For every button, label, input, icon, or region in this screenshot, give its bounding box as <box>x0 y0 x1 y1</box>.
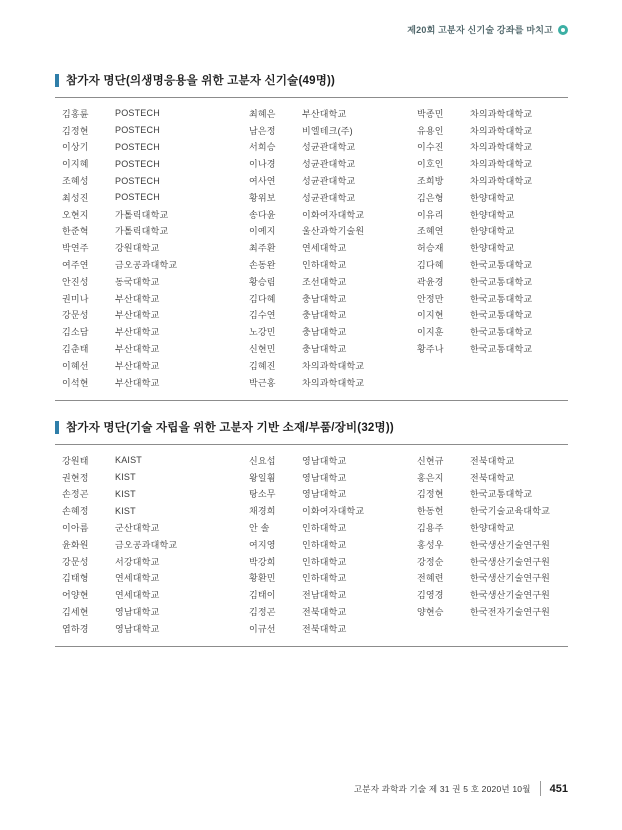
participant-name: 김정현 <box>62 125 89 136</box>
participant-name: 이상기 <box>62 142 89 153</box>
participant-name: 엽하경 <box>62 623 89 634</box>
participant-affiliation: 충남대학교 <box>302 293 347 304</box>
participant-row <box>55 603 242 620</box>
participant-name: 김홍륜 <box>62 108 89 119</box>
participant-name: 박연주 <box>62 243 89 254</box>
participant-row <box>242 553 410 570</box>
participant-name: 이예지 <box>249 226 276 237</box>
participant-affiliation: 가톨릭대학교 <box>115 226 169 237</box>
participant-affiliation: 충남대학교 <box>302 344 347 355</box>
participant-affiliation: 한국생산기술연구원 <box>470 590 551 601</box>
participant-row <box>242 502 410 519</box>
participant-name: 손동완 <box>249 260 276 271</box>
participant-affiliation: 영남대학교 <box>302 455 347 466</box>
participant-name: 황위보 <box>249 192 276 203</box>
participant-name: 이지현 <box>417 310 444 321</box>
participant-affiliation: 인하대학교 <box>302 573 347 584</box>
participant-column <box>410 105 568 357</box>
participant-row <box>410 603 568 620</box>
journal-issue-line: 고분자 과학과 기술 제 31 권 5 호 2020년 10월 <box>353 783 531 794</box>
participant-affiliation: 한국생산기술연구원 <box>470 556 551 567</box>
participant-row <box>242 155 410 172</box>
section-title-row <box>55 72 568 88</box>
participant-name: 어양현 <box>62 590 89 601</box>
section-accent-bar <box>55 74 59 87</box>
participant-name: 신현민 <box>249 344 276 355</box>
participant-name: 김태이 <box>249 590 276 601</box>
participant-name: 강문성 <box>62 310 89 321</box>
participant-name: 이유리 <box>417 209 444 220</box>
participant-row <box>410 469 568 486</box>
participant-affiliation: 충남대학교 <box>302 327 347 338</box>
participant-row <box>410 519 568 536</box>
participant-name: 이나경 <box>249 159 276 170</box>
participant-row <box>242 536 410 553</box>
participant-affiliation: KIST <box>115 505 136 516</box>
participant-affiliation: 군산대학교 <box>115 523 160 534</box>
participant-row <box>55 323 242 340</box>
participant-row <box>242 256 410 273</box>
participant-name: 이아름 <box>62 523 89 534</box>
participant-column <box>55 452 242 637</box>
participant-name: 박근홍 <box>249 377 276 388</box>
participant-name: 황환민 <box>249 573 276 584</box>
participant-affiliation: POSTECH <box>115 158 160 169</box>
participant-affiliation: 한국생산기술연구원 <box>470 573 551 584</box>
participant-name: 김영경 <box>417 590 444 601</box>
participant-name: 홍은지 <box>417 472 444 483</box>
participant-affiliation: 연세대학교 <box>115 573 160 584</box>
participant-name: 손혜정 <box>62 506 89 517</box>
participant-row <box>410 122 568 139</box>
participant-row <box>410 223 568 240</box>
participant-affiliation: 충남대학교 <box>302 310 347 321</box>
participant-affiliation: 한양대학교 <box>470 523 515 534</box>
participant-affiliation: 한국전자기술연구원 <box>470 607 551 618</box>
participant-name: 김정곤 <box>249 607 276 618</box>
participant-affiliation: 부산대학교 <box>302 108 347 119</box>
participant-name: 서희승 <box>249 142 276 153</box>
participant-name: 황주나 <box>417 344 444 355</box>
participant-affiliation: 인하대학교 <box>302 556 347 567</box>
participant-row <box>55 206 242 223</box>
participant-name: 김소담 <box>62 327 89 338</box>
page-number: 451 <box>549 782 568 795</box>
participant-row <box>410 452 568 469</box>
section-title: 참가자 명단(의생명응용을 위한 고분자 신기술(49명)) <box>66 75 336 87</box>
participant-affiliation: 차의과학대학교 <box>470 142 533 153</box>
participant-row <box>242 357 410 374</box>
participant-affiliation: 한양대학교 <box>470 243 515 254</box>
participant-name: 권현정 <box>62 472 89 483</box>
page-footer <box>354 781 568 796</box>
footer-divider <box>540 781 541 796</box>
participant-name: 김정현 <box>417 489 444 500</box>
participant-name: 조희방 <box>417 176 444 187</box>
participant-row <box>55 155 242 172</box>
participant-affiliation: 부산대학교 <box>115 377 160 388</box>
participant-name: 안 솔 <box>249 523 270 534</box>
section-accent-bar <box>55 421 59 434</box>
participant-row <box>55 139 242 156</box>
participant-row <box>55 536 242 553</box>
participant-affiliation: 차의과학대학교 <box>470 125 533 136</box>
participant-name: 안진성 <box>62 276 89 287</box>
participant-row <box>242 570 410 587</box>
participant-affiliation: 강원대학교 <box>115 243 160 254</box>
participant-affiliation: 부산대학교 <box>115 310 160 321</box>
participant-row <box>55 172 242 189</box>
participant-affiliation: 부산대학교 <box>115 360 160 371</box>
participant-row <box>55 307 242 324</box>
participant-row <box>55 340 242 357</box>
participant-name: 여사연 <box>249 176 276 187</box>
participant-row <box>410 502 568 519</box>
participant-row <box>242 469 410 486</box>
participant-affiliation: 성균관대학교 <box>302 159 356 170</box>
participant-row <box>55 105 242 122</box>
participant-name: 여주연 <box>62 260 89 271</box>
participant-row <box>242 603 410 620</box>
participant-row <box>55 553 242 570</box>
participant-affiliation: 성균관대학교 <box>302 192 356 203</box>
participant-affiliation: 서강대학교 <box>115 556 160 567</box>
participant-affiliation: 금오공과대학교 <box>115 260 178 271</box>
participant-affiliation: 차의과학대학교 <box>470 159 533 170</box>
participant-affiliation: 차의과학대학교 <box>302 360 365 371</box>
participant-affiliation: 한국교통대학교 <box>470 327 533 338</box>
participant-affiliation: 부산대학교 <box>115 293 160 304</box>
participant-name: 권미나 <box>62 293 89 304</box>
participant-row <box>410 553 568 570</box>
participant-affiliation: 인하대학교 <box>302 523 347 534</box>
section-participants-2 <box>55 419 568 647</box>
participant-affiliation: POSTECH <box>115 125 160 136</box>
participant-row <box>410 105 568 122</box>
participant-name: 최주환 <box>249 243 276 254</box>
participant-row <box>55 122 242 139</box>
participant-affiliation: 조선대학교 <box>302 276 347 287</box>
participant-name: 유용인 <box>417 125 444 136</box>
participant-row <box>242 307 410 324</box>
participant-name: 김은형 <box>417 192 444 203</box>
participant-name: 노강민 <box>249 327 276 338</box>
participant-row <box>410 323 568 340</box>
participant-row <box>242 273 410 290</box>
participant-name: 신현규 <box>417 455 444 466</box>
participant-name: 조혜성 <box>62 176 89 187</box>
participant-affiliation: KIST <box>115 488 136 499</box>
participant-affiliation: 차의과학대학교 <box>470 176 533 187</box>
participant-affiliation: 한국교통대학교 <box>470 293 533 304</box>
participant-name: 윤화원 <box>62 539 89 550</box>
participant-affiliation: 한양대학교 <box>470 209 515 220</box>
participant-name: 강원태 <box>62 455 89 466</box>
participant-row <box>410 340 568 357</box>
participant-name: 여지영 <box>249 539 276 550</box>
participant-affiliation: 영남대학교 <box>302 489 347 500</box>
participant-name: 강문성 <box>62 556 89 567</box>
participant-affiliation: 영남대학교 <box>302 472 347 483</box>
participant-affiliation: 한국교통대학교 <box>470 310 533 321</box>
participant-affiliation: 울산과학기술원 <box>302 226 365 237</box>
participant-affiliation: 성균관대학교 <box>302 142 356 153</box>
participant-column <box>55 105 242 391</box>
participant-row <box>242 586 410 603</box>
participant-affiliation: 연세대학교 <box>115 590 160 601</box>
participant-name: 최성진 <box>62 192 89 203</box>
participant-row <box>55 223 242 240</box>
participant-name: 김다혜 <box>417 260 444 271</box>
participant-name: 이지혜 <box>62 159 89 170</box>
participant-name: 이혜선 <box>62 360 89 371</box>
participant-row <box>410 570 568 587</box>
participant-name: 전혜련 <box>417 573 444 584</box>
participant-affiliation: 가톨릭대학교 <box>115 209 169 220</box>
participant-row <box>410 189 568 206</box>
participant-name: 조혜연 <box>417 226 444 237</box>
participant-row <box>242 519 410 536</box>
participant-row <box>242 323 410 340</box>
participant-name: 채경희 <box>249 506 276 517</box>
participant-name: 이지훈 <box>417 327 444 338</box>
participant-affiliation: 전남대학교 <box>302 590 347 601</box>
participant-name: 이규선 <box>249 623 276 634</box>
participant-affiliation: 전북대학교 <box>302 607 347 618</box>
participant-name: 탕소무 <box>249 489 276 500</box>
participant-name: 김다혜 <box>249 293 276 304</box>
participant-row <box>410 536 568 553</box>
participant-row <box>410 139 568 156</box>
participant-row <box>410 273 568 290</box>
participant-name: 오현지 <box>62 209 89 220</box>
participant-affiliation: 영남대학교 <box>115 607 160 618</box>
participant-affiliation: 인하대학교 <box>302 539 347 550</box>
participant-name: 왕일훰 <box>249 472 276 483</box>
participant-name: 강정순 <box>417 556 444 567</box>
participant-name: 이호인 <box>417 159 444 170</box>
participant-name: 곽윤경 <box>417 276 444 287</box>
participant-table <box>55 444 568 647</box>
participant-row <box>55 374 242 391</box>
participant-row <box>410 256 568 273</box>
participant-name: 허승재 <box>417 243 444 254</box>
participant-row <box>410 307 568 324</box>
participant-row <box>410 155 568 172</box>
participant-affiliation: 금오공과대학교 <box>115 539 178 550</box>
participant-name: 양현승 <box>417 607 444 618</box>
participant-row <box>242 105 410 122</box>
participant-row <box>55 486 242 503</box>
participant-name: 송다윤 <box>249 209 276 220</box>
participant-row <box>242 374 410 391</box>
participant-affiliation: POSTECH <box>115 175 160 186</box>
participant-row <box>242 206 410 223</box>
participant-affiliation: 인하대학교 <box>302 260 347 271</box>
participant-affiliation: 영남대학교 <box>115 623 160 634</box>
running-header <box>407 23 568 36</box>
participant-name: 김태형 <box>62 573 89 584</box>
participant-affiliation: 부산대학교 <box>115 327 160 338</box>
participant-row <box>242 290 410 307</box>
participant-name: 김용주 <box>417 523 444 534</box>
participant-name: 한준혁 <box>62 226 89 237</box>
participant-row <box>55 239 242 256</box>
participant-name: 남은정 <box>249 125 276 136</box>
participant-name: 김춘태 <box>62 344 89 355</box>
participant-affiliation: 비엘테크(주) <box>302 125 353 136</box>
participant-affiliation: 차의과학대학교 <box>470 108 533 119</box>
participant-affiliation: POSTECH <box>115 141 160 152</box>
participant-column <box>410 452 568 620</box>
participant-name: 황승림 <box>249 276 276 287</box>
participant-row <box>242 189 410 206</box>
participant-affiliation: 한국교통대학교 <box>470 344 533 355</box>
participant-row <box>410 206 568 223</box>
participant-affiliation: 부산대학교 <box>115 344 160 355</box>
participant-row <box>242 172 410 189</box>
participant-name: 박강희 <box>249 556 276 567</box>
participant-name: 김혜진 <box>249 360 276 371</box>
participant-row <box>242 452 410 469</box>
section-title: 참가자 명단(기술 자립을 위한 고분자 기반 소재/부품/장비(32명)) <box>66 422 394 434</box>
participant-row <box>55 290 242 307</box>
participant-name: 최혜은 <box>249 108 276 119</box>
participant-column <box>242 452 410 637</box>
participant-row <box>242 486 410 503</box>
participant-row <box>55 519 242 536</box>
participant-affiliation: KAIST <box>115 455 143 466</box>
participant-affiliation: 한국교통대학교 <box>470 276 533 287</box>
participant-name: 김수연 <box>249 310 276 321</box>
participant-name: 신요섭 <box>249 455 276 466</box>
participant-name: 안정만 <box>417 293 444 304</box>
participant-row <box>242 340 410 357</box>
participant-affiliation: 차의과학대학교 <box>302 377 365 388</box>
participant-row <box>410 239 568 256</box>
participant-name: 이수진 <box>417 142 444 153</box>
running-title: 제20회 고분자 신기술 강좌를 마치고 <box>407 25 553 35</box>
participant-name: 홍성우 <box>417 539 444 550</box>
participant-row <box>410 172 568 189</box>
participant-name: 이석현 <box>62 377 89 388</box>
participant-name: 김세현 <box>62 607 89 618</box>
participant-affiliation: 한국교통대학교 <box>470 260 533 271</box>
participant-row <box>55 586 242 603</box>
participant-row <box>55 620 242 637</box>
participant-column <box>242 105 410 391</box>
participant-row <box>55 452 242 469</box>
participant-row <box>55 273 242 290</box>
participant-affiliation: 성균관대학교 <box>302 176 356 187</box>
participant-name: 한동헌 <box>417 506 444 517</box>
participant-affiliation: 전북대학교 <box>470 455 515 466</box>
ring-icon <box>558 25 568 35</box>
participant-affiliation: 한양대학교 <box>470 226 515 237</box>
participant-row <box>242 122 410 139</box>
participant-affiliation: 한양대학교 <box>470 192 515 203</box>
participant-row <box>55 570 242 587</box>
participant-affiliation: 이화여자대학교 <box>302 506 365 517</box>
participant-affiliation: 연세대학교 <box>302 243 347 254</box>
participant-row <box>55 256 242 273</box>
section-title-row <box>55 419 568 435</box>
participant-row <box>410 586 568 603</box>
participant-table <box>55 97 568 401</box>
participant-affiliation: 이화여자대학교 <box>302 209 365 220</box>
section-participants-1 <box>55 72 568 401</box>
participant-row <box>242 139 410 156</box>
participant-affiliation: 전북대학교 <box>302 623 347 634</box>
participant-row <box>55 502 242 519</box>
participant-affiliation: 동국대학교 <box>115 276 160 287</box>
participant-affiliation: KIST <box>115 472 136 483</box>
participant-affiliation: 한국교통대학교 <box>470 489 533 500</box>
participant-affiliation: 한국기술교육대학교 <box>470 506 551 517</box>
participant-row <box>55 189 242 206</box>
participant-row <box>55 469 242 486</box>
participant-name: 손정곤 <box>62 489 89 500</box>
participant-row <box>410 290 568 307</box>
participant-affiliation: 한국생산기술연구원 <box>470 539 551 550</box>
participant-affiliation: POSTECH <box>115 108 160 119</box>
participant-name: 박종민 <box>417 108 444 119</box>
participant-affiliation: POSTECH <box>115 192 160 203</box>
participant-row <box>55 357 242 374</box>
participant-affiliation: 전북대학교 <box>470 472 515 483</box>
participant-row <box>242 223 410 240</box>
participant-row <box>410 486 568 503</box>
participant-row <box>242 620 410 637</box>
participant-row <box>242 239 410 256</box>
